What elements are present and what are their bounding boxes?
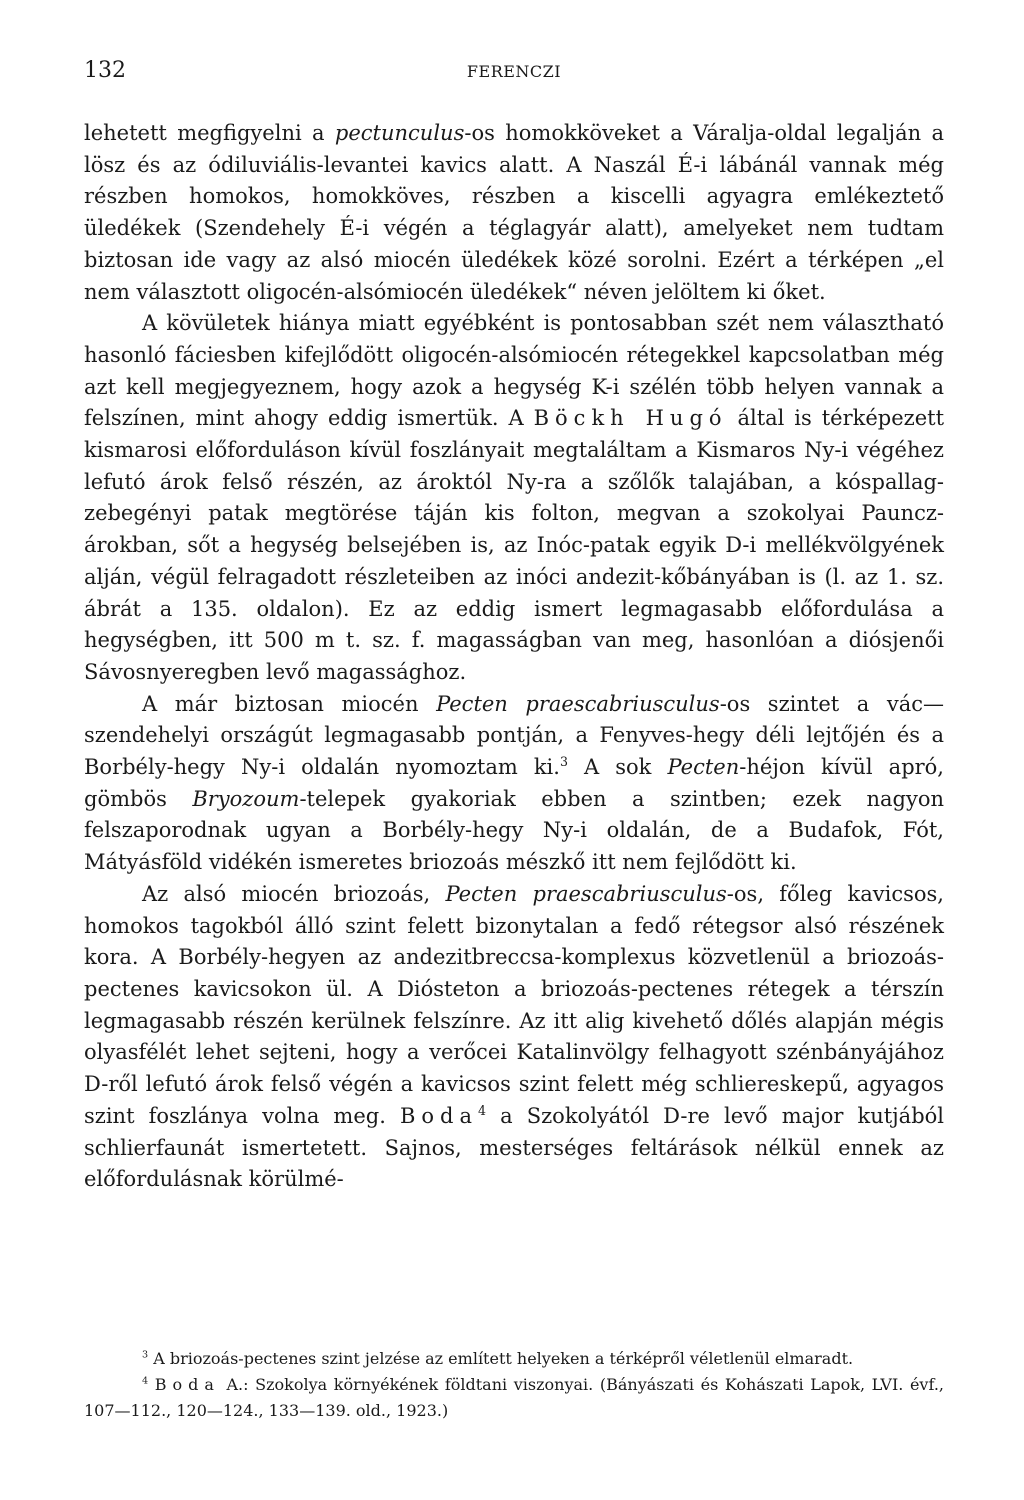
italic-term: pectunculus — [334, 121, 465, 145]
page-header — [84, 58, 944, 92]
text-run: A sok — [567, 755, 668, 780]
paragraph — [84, 308, 944, 688]
text-run: -telepek gyakoriak ebben a szintben; ezek nagyon felszaporodnak ugyan a Borbély-hegy Ny-i oldalán, de a Budafok, Fót, Mátyásföld vidékén ismeretes briozoás mészkő itt nem fejlődött ki. — [84, 786, 945, 875]
page-number: 132 — [84, 58, 126, 83]
text-run: A briozoás-pectenes szint jelzése az említett helyeken a térképről véletlenül elmaradt. — [148, 1349, 854, 1368]
text-run: -os, főleg kavicsos, homokos tagokból álló szint felett bizonytalan a fedő rétegsor alsó részének kora. A Borbély-hegyen az andezitbreccsa-komplexus közvetlenül a briozoás-pectenes kavicsokon ül. A Diósteton a briozoás-pectenes rétegek a térszín legmagasabb részén kerülnek felszínre. Az itt alig kivehető dőlés alapján mégis olyasfélét lehet sejteni, hogy a verőcei Katalinvölgy felhagyott szénbányájához D-ről lefutó árok felső végén a kavicsos szint felett még schliereskepű, agyagos szint foszlánya volna meg. — [84, 881, 944, 1128]
text-run — [148, 1375, 155, 1394]
text-run: a Szokolyától D-re levő major kutjából schlierfaunát ismertetett. Sajnos, mesterséges feltárások nélkül ennek az előfordulásnak körülmé- — [84, 1103, 944, 1192]
footnote-marker: 4 — [478, 1102, 487, 1118]
text-run: -héjon kívül apró, gömbös — [84, 755, 944, 811]
spaced-name: Boda — [399, 1103, 479, 1128]
footnote-marker: 3 — [142, 1349, 149, 1361]
text-run: által is térképezett kismarosi előforduláson kívül foszlányait megtaláltam a Kismaros Ny-i végéhez lefutó árok felső részén, az ároktól Ny-ra a szőlők talajában, a kóspallag-zebegényi patak megtörése táján kis folton, megvan a szokolyai Pauncz-árokban, sőt a hegység belsejében is, az Inóc-patak egyik D-i mellékvölgyének alján, végül felragadott részleteiben az inóci andezit-kőbányában is (l. az 1. sz. ábrát a 135. oldalon). Ez az eddig ismert legmagasabb előfordulása a hegységben, itt 500 m t. sz. f. magasságban van meg, hasonlóan a diósjenői Sávosnyeregben levő magassághoz. — [84, 406, 945, 684]
text-run: A.: Szokolya környékének földtani viszonyai. (Bányászati és Kohászati Lapok, LVI. évf., 107—112., 120—124., 133—139. old., 1923.) — [84, 1375, 944, 1420]
italic-term: Bryozoum — [192, 786, 300, 811]
italic-term: Pecten — [667, 755, 740, 780]
italic-term: Pecten praescabriusculus — [436, 691, 720, 716]
running-head: FERENCZI — [466, 62, 562, 81]
text-run: -os szintet a vác—szendehelyi országút legmagasabb pontján, a Fenyves-hegy déli lejtőjén és a Borbély-hegy Ny-i oldalán nyomoztam ki. — [84, 691, 944, 780]
italic-term: Pecten praescabriusculus — [445, 881, 727, 906]
spaced-name: Böckh Hugó — [533, 406, 728, 431]
footnote — [84, 1346, 944, 1372]
paragraph — [84, 879, 944, 1196]
footnote-marker: 4 — [142, 1375, 149, 1387]
text-run: A kövületek hiánya miatt egyébként is pontosabban szét nem választható hasonló fáciesben kifejlődött oligocén-alsómiocén rétegekkel kapcsolatban még azt kell megjegyeznem, hogy azok a hegység K-i szélén több helyen vannak a felszínen, mint ahogy eddig ismertük. A — [84, 311, 944, 431]
text-run: A már biztosan miocén — [142, 691, 437, 716]
footnote — [84, 1372, 944, 1424]
text-run: lehetett megfigyelni a — [84, 121, 335, 145]
paragraph — [84, 689, 944, 879]
footnotes — [84, 1346, 944, 1424]
footnote-marker: 3 — [559, 754, 568, 770]
text-run: Az alsó miocén briozoás, — [142, 881, 446, 906]
text-run: -os homokköveket a Váralja-oldal legalján a lösz és az ódiluviális-levantei kavics alatt. A Naszál É-i lábánál vannak még részben homokos, homokköves, részben a kiscelli agyagra emlékeztető üledékek (Szendehely É-i végén a téglagyár alatt), amelyeket nem tudtam biztosan ide vagy az alsó miocén üledékek közé sorolni. Ezért a térképen „el nem választott oligocén-alsómiocén üledékek“ néven jelöltem ki őket. — [84, 121, 944, 304]
spaced-name: Boda — [154, 1375, 220, 1394]
paragraph — [84, 118, 944, 308]
main-text — [84, 118, 944, 1196]
